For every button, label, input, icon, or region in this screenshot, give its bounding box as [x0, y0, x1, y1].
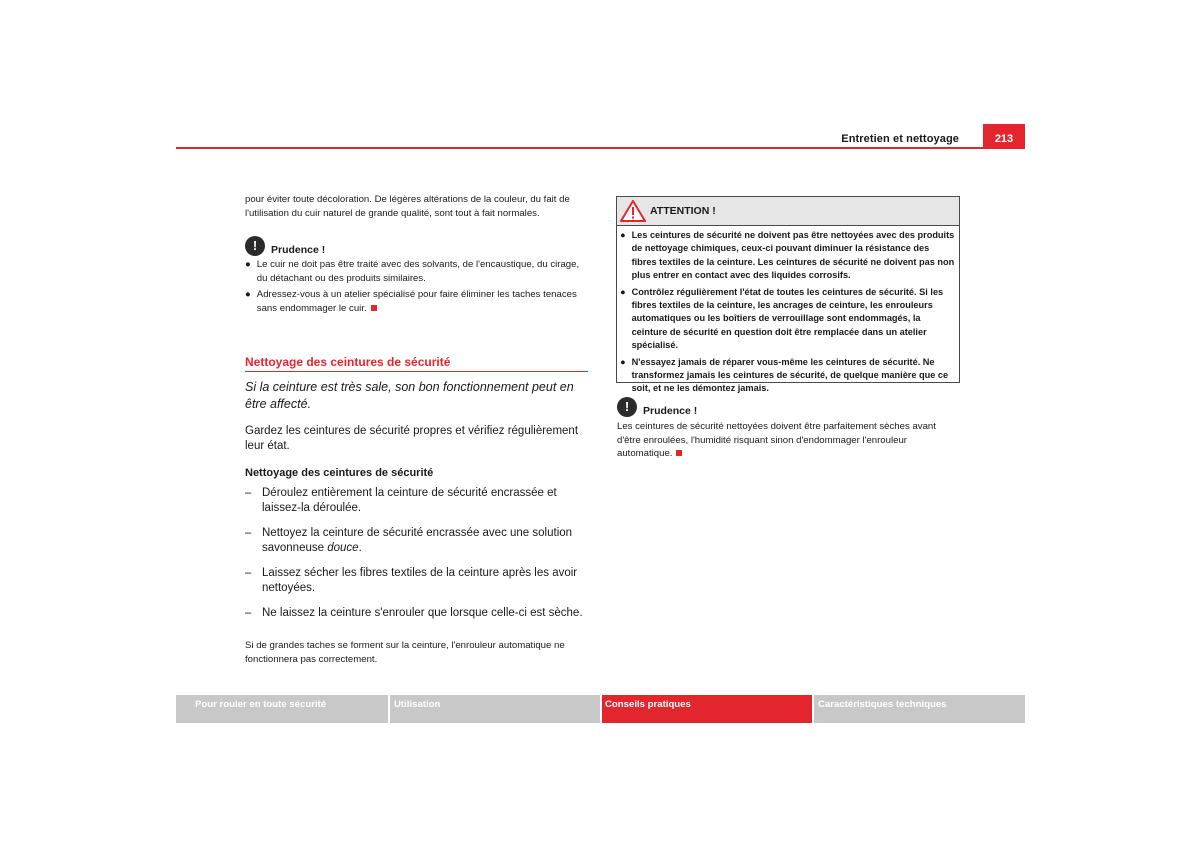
section-title: Nettoyage des ceintures de sécurité — [245, 355, 451, 369]
section-rule — [245, 371, 588, 372]
note-paragraph: Si de grandes taches se forment sur la ceinture, l'enrouleur automatique ne fonctionnera pas correctement. — [245, 640, 565, 665]
caution-heading — [617, 397, 960, 417]
step-text: Nettoyez la ceinture de sécurité encrassée avec une solution savonneuse — [262, 527, 573, 554]
list-item: – Ne laissez la ceinture s'enrouler que lorsque celle-ci est sèche. — [245, 607, 583, 619]
list-item: ● Adressez-vous à un atelier spécialisé pour faire éliminer les taches tenaces sans endommager le cuir. — [245, 289, 577, 314]
caution-title: Prudence ! — [271, 244, 326, 256]
footer-tab-usage[interactable] — [390, 695, 600, 723]
footer-tab-label: Utilisation — [394, 699, 441, 710]
footer-tab-safety[interactable] — [176, 695, 388, 723]
footer-tab-practical-tips[interactable] — [602, 695, 812, 723]
page-header-title: Entretien et nettoyage — [841, 133, 959, 145]
caution-title: Prudence ! — [643, 405, 698, 417]
end-square-icon — [676, 450, 682, 456]
footer-tab-label: Conseils pratiques — [605, 699, 691, 710]
warning-triangle-icon — [620, 200, 646, 222]
list-item: – Déroulez entièrement la ceinture de sécurité encrassée et laissez-la déroulée. — [245, 486, 588, 516]
attention-item-text: Contrôlez régulièrement l'état de toutes les ceintures de sécurité. Si les fibres textiles de la ceinture, les ancrages de ceinture, les enrouleurs automatiques ou les boîtiers de verrouillage sont endommagés, la ceinture de sécurité en question doit être remplacée dans un atelier spécialisé. — [631, 286, 944, 351]
caution-heading — [245, 236, 588, 256]
list-item: ● Le cuir ne doit pas être traité avec des solvants, de l'encaustique, du cirage, du détachant ou des produits similaires. — [245, 258, 588, 285]
lead-paragraph: Si la ceinture est très sale, son bon fonctionnement peut en être affecté. — [245, 380, 574, 411]
caution-text: Les ceintures de sécurité nettoyées doivent être parfaitement sèches avant d'être enroulées, l'humidité risquant sinon d'endommager l'enrouleur automatique. — [617, 421, 936, 459]
intro-text: pour éviter toute décoloration. De légères altérations de la couleur, du fait de l'utilisation du cuir naturel de grande qualité, sont tout à fait normales. — [245, 194, 570, 219]
caution-item-text: Le cuir ne doit pas être traité avec des solvants, de l'encaustique, du cirage, du détachant ou des produits similaires. — [256, 259, 580, 284]
section-heading — [245, 355, 588, 372]
exclamation-circle-icon: ! — [245, 236, 265, 256]
footer-tab-specifications[interactable] — [814, 695, 1025, 723]
exclamation-circle-icon: ! — [617, 397, 637, 417]
attention-item-text: N'essayez jamais de réparer vous-même les ceintures de sécurité. Ne transformez jamais les ceintures de sécurité, de quelque manière que ce soit, et ne les démontez jamais. — [631, 356, 949, 394]
footer-tab-label: Pour rouler en toute sécurité — [195, 699, 327, 710]
end-square-icon — [371, 305, 377, 311]
attention-box — [616, 196, 960, 394]
steps-list — [245, 486, 588, 621]
list-item: – Laissez sécher les fibres textiles de la ceinture après les avoir nettoyées. — [245, 566, 588, 596]
caution-item-text: Adressez-vous à un atelier spécialisé pour faire éliminer les taches tenaces sans endommager le cuir. — [256, 289, 577, 314]
body-paragraph: Gardez les ceintures de sécurité propres et vérifiez régulièrement leur état. — [245, 425, 579, 452]
step-text: Ne laissez la ceinture s'enrouler que lorsque celle-ci est sèche. — [262, 607, 583, 619]
header-rule — [176, 147, 1025, 149]
step-emphasis: douce — [327, 542, 359, 554]
footer-tab-label: Caractéristiques techniques — [818, 699, 947, 710]
list-item: ● N'essayez jamais de réparer vous-même les ceintures de sécurité. Ne transformez jamais les ceintures de sécurité, de quelque manière que ce soit, et ne les démontez jamais. — [620, 356, 956, 396]
caution-block-leather — [245, 236, 588, 315]
page-number: 213 — [983, 124, 1025, 148]
subheading: Nettoyage des ceintures de sécurité — [245, 467, 434, 479]
intro-paragraph — [245, 193, 588, 220]
attention-item-text: Les ceintures de sécurité ne doivent pas être nettoyées avec des produits de nettoyage chimiques, ceux-ci pouvant diminuer la résistance des fibres textiles de la ceinture. Les ceintures de sécurité ne doivent pas non plus entrer en contact avec des liquides corrosifs. — [631, 230, 955, 281]
list-item: – Nettoyez la ceinture de sécurité encrassée avec une solution savonneuse douce. — [245, 527, 573, 554]
step-text: Déroulez entièrement la ceinture de sécurité encrassée et laissez-la déroulée. — [262, 487, 557, 514]
caution-block-belt — [617, 397, 960, 461]
list-item: ● Les ceintures de sécurité ne doivent pas être nettoyées avec des produits de nettoyage chimiques, ceux-ci pouvant diminuer la résistance des fibres textiles de la ceinture. Les ceintures de sécurité ne doivent pas non plus entrer en contact avec des liquides corrosifs. — [620, 229, 956, 283]
step-text: Laissez sécher les fibres textiles de la ceinture après les avoir nettoyées. — [262, 567, 578, 594]
attention-title: ATTENTION ! — [650, 205, 716, 217]
list-item: ● Contrôlez régulièrement l'état de toutes les ceintures de sécurité. Si les fibres textiles de la ceinture, les ancrages de ceinture, les enrouleurs automatiques ou les boîtiers de verrouillage sont endommagés, la ceinture de sécurité en question doit être remplacée dans un atelier spécialisé. — [620, 286, 956, 353]
attention-heading — [617, 197, 959, 226]
